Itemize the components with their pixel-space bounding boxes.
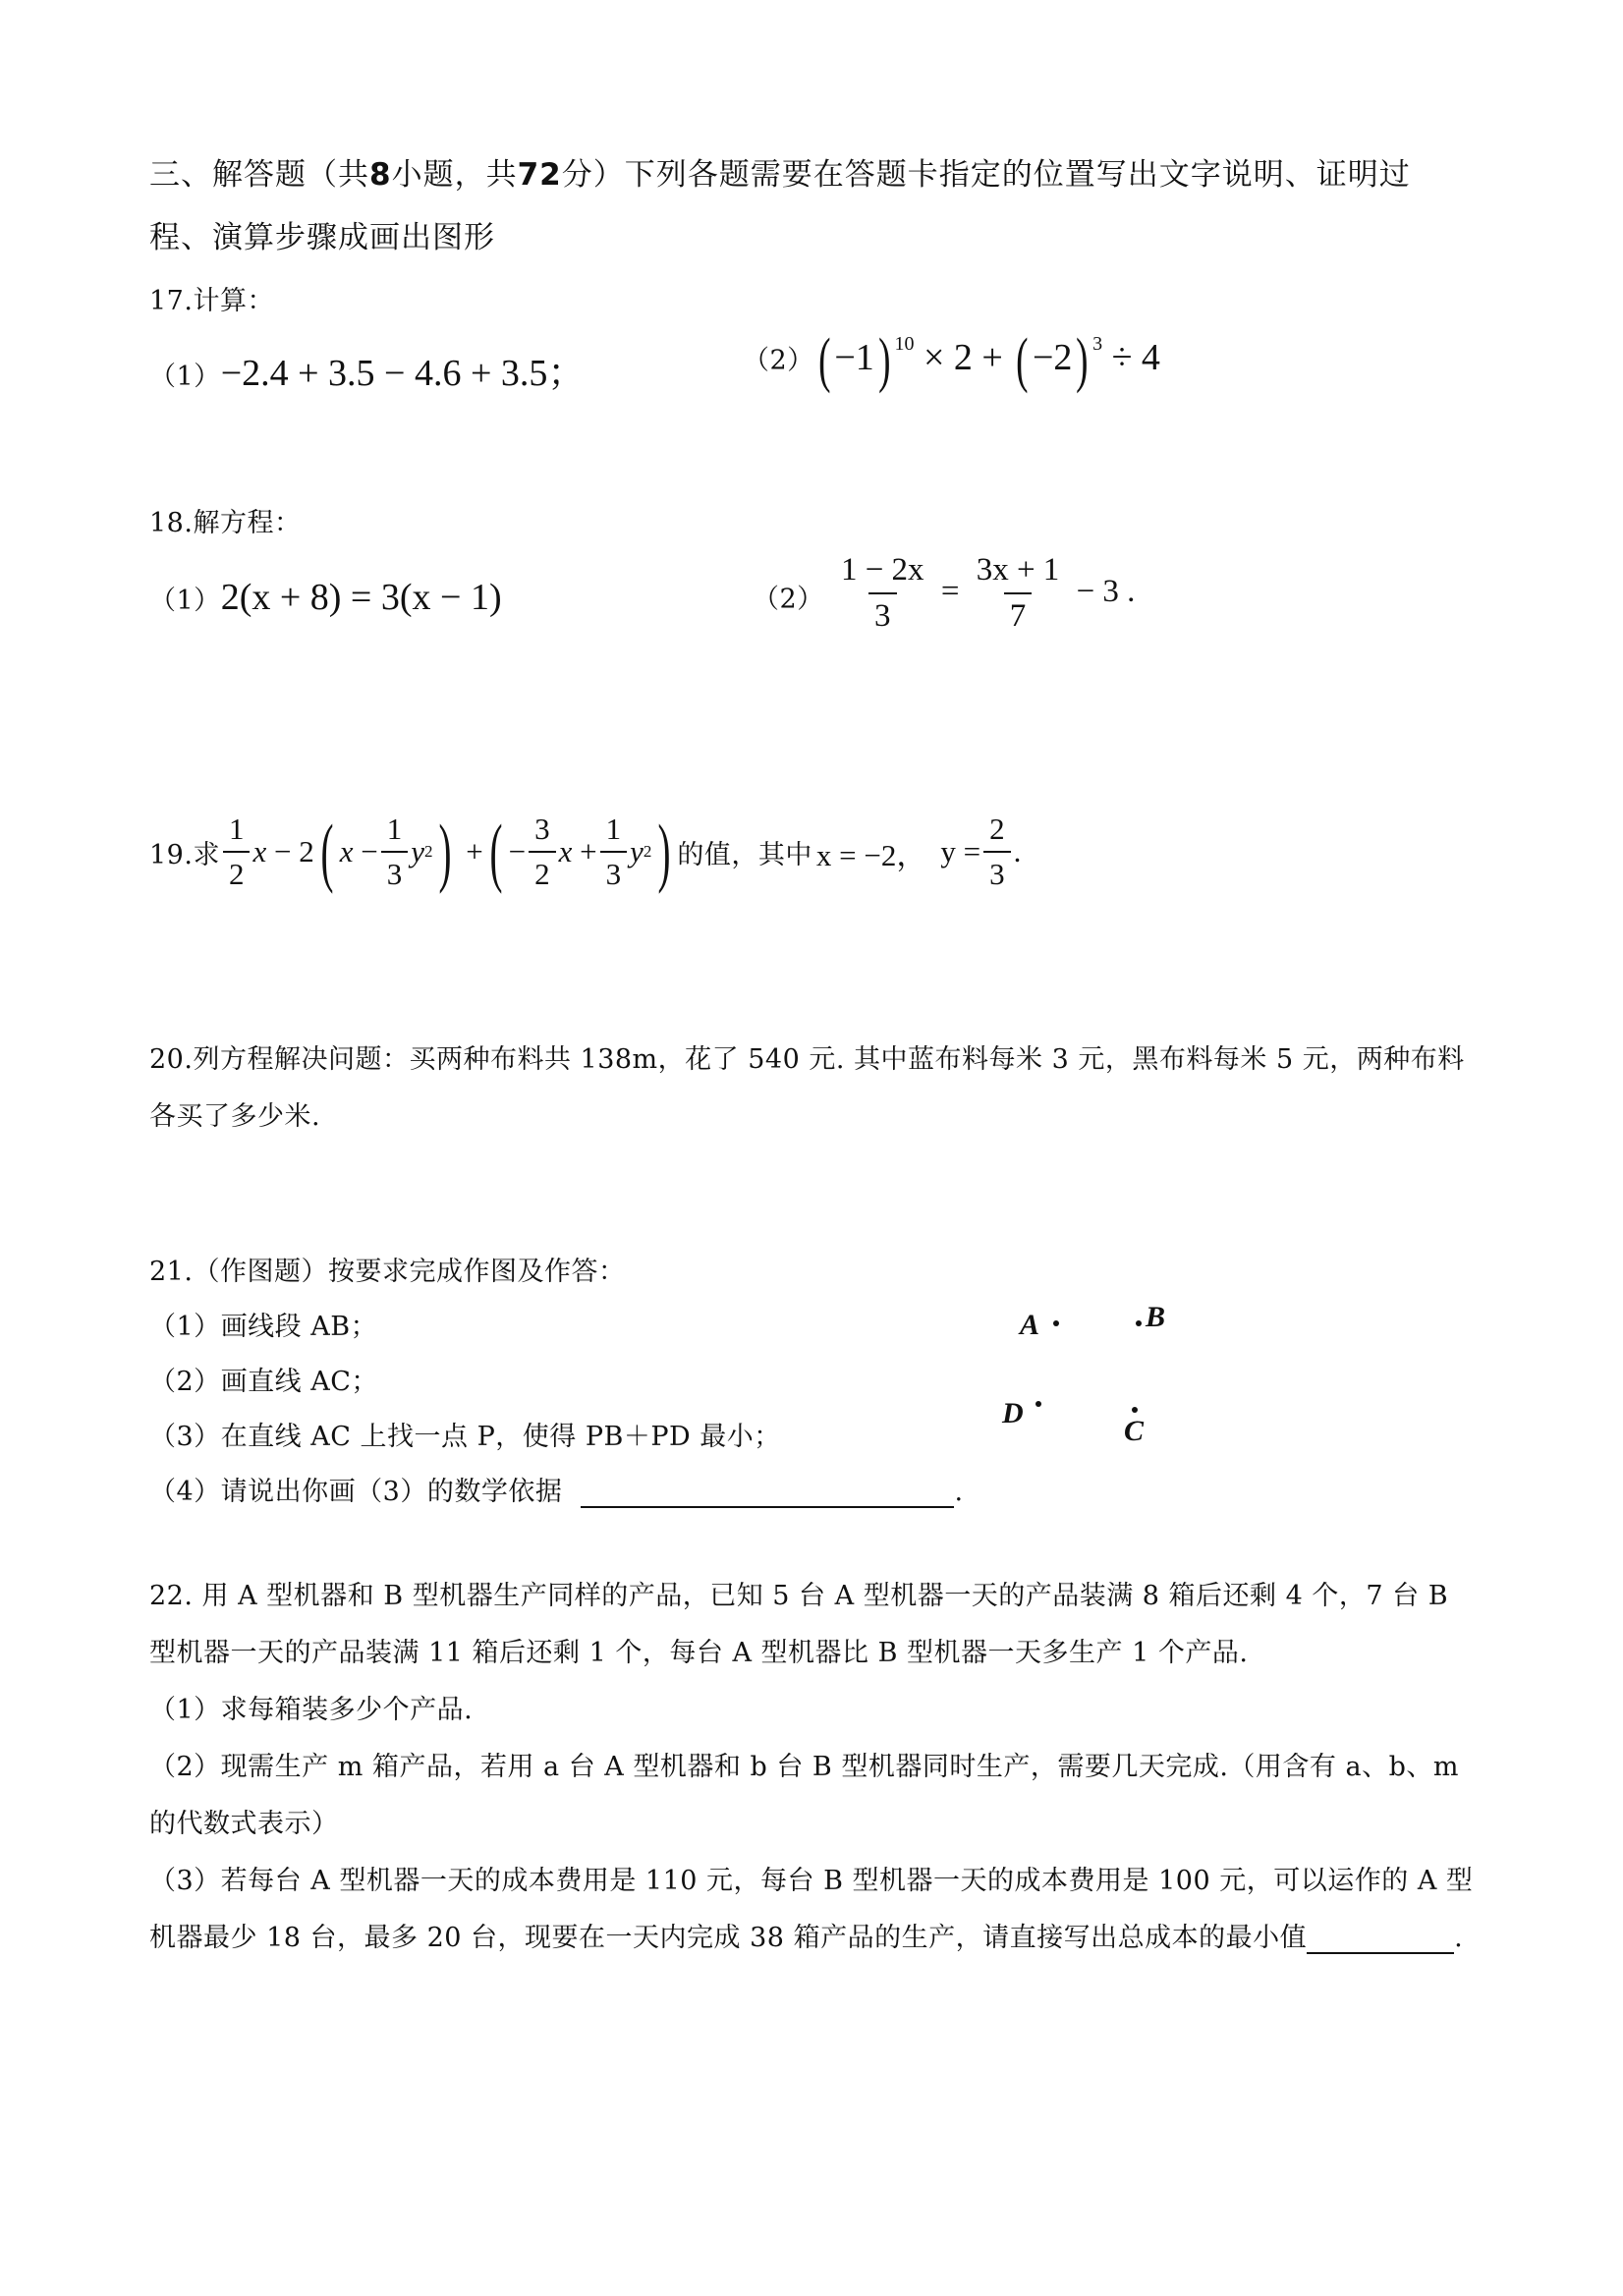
q18-label: 18.解方程： [149, 508, 302, 538]
point-a-dot [1053, 1320, 1059, 1326]
q22-answer-blank[interactable] [1307, 1923, 1454, 1954]
point-label-a: A [1020, 1309, 1040, 1341]
q21-answer-blank[interactable] [581, 1477, 954, 1508]
q17-label: 17.计算： [149, 286, 274, 316]
point-d-dot [1035, 1401, 1041, 1407]
point-c-dot [1132, 1407, 1138, 1413]
q20-line1: 20.列方程解决问题：买两种布料共 138m，花了 540 元. 其中蓝布料每米 3 元，黑布料每米 5 元，两种布料 [149, 1044, 1465, 1075]
q18-part1: （1）2(x + 8) = 3(x − 1) [149, 577, 502, 618]
q22-item2-line2: 的代数式表示） [149, 1809, 339, 1839]
q18-part2-expression: $\frac{1 - 2x}{3}$ = $\frac{3x + 1}{7}$ − 3 . [840, 552, 1136, 634]
q22-line1: 22. 用 A 型机器和 B 型机器生产同样的产品，已知 5 台 A 型机器一天的产品装满 8 箱后还剩 4 个，7 台 B [149, 1581, 1449, 1611]
q20-line2: 各买了多少米. [149, 1101, 321, 1132]
q18-part1-expression: 2(x + 8) = 3(x − 1) [220, 577, 502, 618]
q22-item2-line1: （2）现需生产 m 箱产品，若用 a 台 A 型机器和 b 台 B 型机器同时生产，需要几天完成.（用含有 a、b、m [149, 1752, 1459, 1782]
q21-item3: （3）在直线 AC 上找一点 P，使得 PB＋PD 最小； [149, 1422, 781, 1452]
section-header-line1: 三、解答题（共8小题，共72分）下列各题需要在答题卡指定的位置写出文字说明、证明过 [149, 157, 1411, 193]
q21-title: 21.（作图题）按要求完成作图及作答： [149, 1257, 626, 1287]
q21-item1: （1）画线段 AB； [149, 1312, 378, 1342]
point-label-d: D [1002, 1397, 1024, 1429]
q22-item3-line1: （3）若每台 A 型机器一天的成本费用是 110 元，每台 B 型机器一天的成本费用是 100 元，可以运作的 A 型 [149, 1866, 1474, 1896]
q17-part2-expression: ( −1) $^{10}$ × 2 + ( −2) $^3$ ÷ 4 [817, 327, 1160, 394]
q22-item1: （1）求每箱装多少个产品. [149, 1695, 474, 1725]
q22-line2: 型机器一天的产品装满 11 箱后还剩 1 个，每台 A 型机器比 B 型机器一天多生产 1 个产品. [149, 1638, 1249, 1668]
q19-expression: $\frac{1}{2}$ x − 2 ( x − $\frac{1}{3}$ y 2 ) + ( − $\frac{3}{2}$ x + $\frac{1}{3}$ y 2 ) [220, 812, 677, 892]
q21-point-figure [982, 1277, 1238, 1464]
q17-part2: （2）( −1) $^{10}$ × 2 + ( −2) $^3$ ÷ 4 [743, 327, 1160, 394]
q17-part1: （1）−2.4 + 3.5 − 4.6 + 3.5； [149, 353, 586, 394]
point-b-dot [1136, 1320, 1142, 1326]
point-label-c: C [1124, 1415, 1145, 1447]
q21-item4: （4）请说出你画（3）的数学依据 . [149, 1477, 964, 1507]
q17-part1-expression: −2.4 + 3.5 − 4.6 + 3.5； [220, 353, 586, 394]
point-label-b: B [1146, 1301, 1166, 1333]
q19-question: 19.求 $\frac{1}{2}$ x − 2 ( x − $\frac{1}{3}$ y 2 ) + ( − $\frac{3}{2}$ x + $\frac{1}{3}$ y 2 ) 的值，其中 x = −2， y = $\frac{2}{3}$ . [149, 809, 1022, 894]
q21-item2: （2）画直线 AC； [149, 1367, 378, 1397]
q18-part2: （2） $\frac{1 - 2x}{3}$ = $\frac{3x + 1}{7}$ − 3 . [753, 552, 1136, 634]
q22-item3-line2: 机器最少 18 台，最多 20 台，现要在一天内完成 38 箱产品的生产，请直接写出总成本的最小值 . [149, 1923, 1464, 1953]
section-header-line2: 程、演算步骤成画出图形 [149, 220, 495, 255]
